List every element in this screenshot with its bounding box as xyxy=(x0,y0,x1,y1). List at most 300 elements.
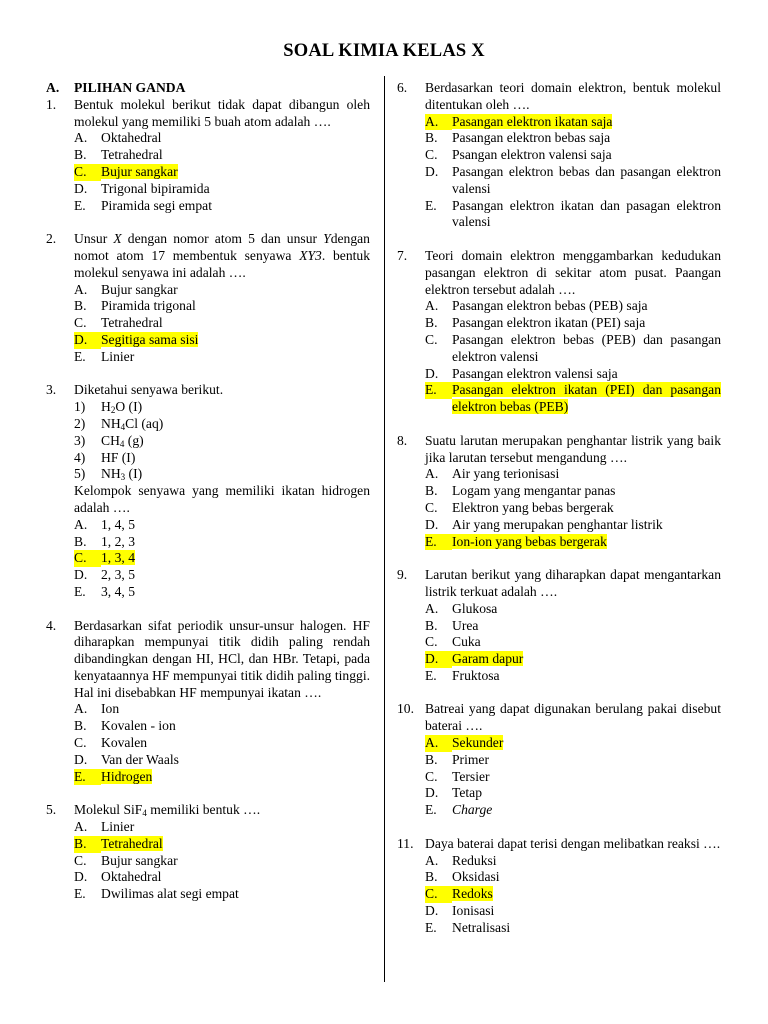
stem-text: dengan nomor atom 5 dan unsur xyxy=(121,231,324,247)
option-text-wrap xyxy=(101,349,370,366)
option-letter: D. xyxy=(74,567,88,583)
option-text: Cuka xyxy=(452,634,481,650)
question-number: 7. xyxy=(397,247,408,263)
option-letter: A. xyxy=(74,819,88,835)
option-text-wrap xyxy=(452,466,721,483)
option-letter: C. xyxy=(425,147,438,163)
option-text: Ionisasi xyxy=(452,903,495,919)
option-text: Logam yang mengantar panas xyxy=(452,483,616,499)
option-text-wrap xyxy=(101,181,370,198)
question-stem xyxy=(397,248,721,298)
answer-option[interactable] xyxy=(425,315,721,332)
option-text-wrap xyxy=(452,517,721,534)
option-text: Oktahedral xyxy=(101,869,162,885)
options-list xyxy=(425,298,721,416)
answer-option[interactable] xyxy=(425,147,721,164)
question-number: 4. xyxy=(46,617,57,633)
option-text: Garam dapur xyxy=(452,651,524,667)
question xyxy=(397,80,721,231)
option-letter: D. xyxy=(74,180,88,196)
option-letter: D. xyxy=(425,365,439,381)
option-letter: B. xyxy=(425,315,438,331)
answer-option-highlighted[interactable] xyxy=(74,769,370,786)
compound-formula xyxy=(101,416,370,433)
compound-item xyxy=(74,416,370,433)
question-number: 2. xyxy=(46,231,57,247)
option-letter: E. xyxy=(74,348,86,364)
option-text: Redoks xyxy=(452,886,493,902)
answer-option[interactable] xyxy=(74,701,370,718)
option-text: Van der Waals xyxy=(101,751,179,767)
option-text: Pasangan elektron valensi saja xyxy=(452,365,618,381)
option-text: Pasangan elektron bebas (PEB) saja xyxy=(452,298,648,314)
stem-text: Diketahui senyawa berikut. xyxy=(74,382,224,398)
option-text-wrap xyxy=(101,836,370,853)
option-text: Pasangan elektron ikatan saja xyxy=(452,113,613,129)
question-text xyxy=(74,802,370,819)
option-text-wrap xyxy=(101,752,370,769)
option-text-wrap xyxy=(452,735,721,752)
options-list xyxy=(425,735,721,819)
option-letter: E. xyxy=(425,802,437,818)
answer-option[interactable] xyxy=(74,718,370,735)
option-text-wrap xyxy=(101,164,370,181)
compound-item xyxy=(74,450,370,467)
answer-option[interactable] xyxy=(425,903,721,920)
option-letter: A. xyxy=(425,735,452,752)
option-text: Bujur sangkar xyxy=(101,163,178,179)
option-text-wrap xyxy=(452,668,721,685)
option-text: Linier xyxy=(101,348,135,364)
option-text: Kovalen xyxy=(101,735,148,751)
option-letter: B. xyxy=(74,298,87,314)
section-label: PILIHAN GANDA xyxy=(74,80,186,95)
option-letter: C. xyxy=(74,164,101,181)
stem-text: Bentuk molekul berikut tidak dapat dibangun oleh molekul yang memiliki 5 buah atom adalah …. xyxy=(74,96,370,129)
answer-option[interactable] xyxy=(425,752,721,769)
question-stem-continued xyxy=(46,483,370,517)
answer-option-highlighted[interactable] xyxy=(425,534,721,551)
options-list xyxy=(74,130,370,214)
answer-option-highlighted[interactable] xyxy=(425,382,721,416)
option-letter: E. xyxy=(425,197,437,213)
option-text: Bujur sangkar xyxy=(101,852,178,868)
option-text-wrap xyxy=(452,802,721,819)
option-text-wrap xyxy=(452,315,721,332)
question xyxy=(397,567,721,685)
option-letter: D. xyxy=(425,516,439,532)
stem-text: Berdasarkan teori domain elektron, bentuk molekul ditentukan oleh …. xyxy=(425,80,721,112)
stem-italic: X xyxy=(113,231,122,247)
stem-text: Molekul SiF xyxy=(74,802,143,818)
question-number: 3. xyxy=(46,382,57,398)
stem-text: Unsur xyxy=(74,231,114,247)
option-text: 1, 4, 5 xyxy=(101,516,135,532)
compound-item xyxy=(74,433,370,450)
option-letter: A. xyxy=(425,114,452,131)
question-text xyxy=(74,618,370,702)
option-letter: E. xyxy=(74,197,86,213)
answer-option[interactable] xyxy=(74,886,370,903)
option-text: Tetrahedral xyxy=(101,315,163,331)
answer-option-highlighted[interactable] xyxy=(425,735,721,752)
question-stem xyxy=(397,836,721,853)
option-letter: B. xyxy=(425,617,438,633)
option-letter: C. xyxy=(74,550,101,567)
option-text-wrap xyxy=(101,147,370,164)
answer-option[interactable] xyxy=(74,567,370,584)
option-text: Piramida trigonal xyxy=(101,298,196,314)
option-text: Air yang merupakan penghantar listrik xyxy=(452,516,663,532)
option-letter: B. xyxy=(74,836,101,853)
option-letter: A. xyxy=(74,281,88,297)
option-text: Pasangan elektron bebas saja xyxy=(452,130,611,146)
option-text: Ion-ion yang bebas bergerak xyxy=(452,533,607,549)
compound-number: 1) xyxy=(74,399,86,415)
formula-part: NH xyxy=(101,466,121,482)
question-number: 11. xyxy=(397,835,414,851)
answer-option-highlighted[interactable] xyxy=(74,164,370,181)
option-text: Primer xyxy=(452,751,489,767)
stem-text: . bentuk molekul senyawa ini adalah …. xyxy=(74,247,370,280)
answer-option[interactable] xyxy=(425,298,721,315)
compound-number: 4) xyxy=(74,449,86,465)
option-text: 3, 4, 5 xyxy=(101,583,135,599)
option-text: Oksidasi xyxy=(452,869,500,885)
option-letter: E. xyxy=(425,382,452,399)
option-text: Kovalen - ion xyxy=(101,718,176,734)
formula-part: (I) xyxy=(125,466,143,482)
answer-option-highlighted[interactable] xyxy=(425,886,721,903)
option-letter: B. xyxy=(425,751,438,767)
answer-option[interactable] xyxy=(425,785,721,802)
option-letter: A. xyxy=(425,298,439,314)
option-text-wrap xyxy=(452,114,721,131)
answer-option[interactable] xyxy=(425,164,721,198)
option-text: Sekunder xyxy=(452,735,504,751)
option-text-wrap xyxy=(452,618,721,635)
option-text: Pasangan elektron ikatan (PEI) saja xyxy=(452,315,646,331)
option-letter: D. xyxy=(74,332,101,349)
option-text: Elektron yang bebas bergerak xyxy=(452,499,614,515)
question-text xyxy=(425,80,721,114)
option-text-wrap xyxy=(452,752,721,769)
answer-option-highlighted[interactable] xyxy=(74,332,370,349)
stem-text: Berdasarkan sifat periodik unsur-unsur halogen. HF diharapkan mempunyai titik didih paling rendah dibandingkan dengan HI, HCl, dan HBr. Tetapi, pada kenyataannya HF mempunyai titik didih paling tinggi. Hal ini disebabkan HF mempunyai ikatan …. xyxy=(74,617,370,700)
option-letter: A. xyxy=(74,701,88,717)
answer-option[interactable] xyxy=(425,366,721,383)
answer-option[interactable] xyxy=(425,198,721,232)
option-text-wrap xyxy=(101,819,370,836)
options-list xyxy=(425,114,721,232)
option-text-wrap xyxy=(101,517,370,534)
answer-option[interactable] xyxy=(74,735,370,752)
option-text-wrap xyxy=(452,198,721,232)
question-stem xyxy=(397,80,721,114)
question xyxy=(397,248,721,416)
option-text-wrap xyxy=(101,869,370,886)
option-letter: E. xyxy=(425,919,437,935)
option-letter: B. xyxy=(74,147,87,163)
question xyxy=(46,231,370,365)
option-text: Oktahedral xyxy=(101,130,162,146)
option-text-wrap xyxy=(452,500,721,517)
answer-option[interactable] xyxy=(425,130,721,147)
option-letter: C. xyxy=(74,315,87,331)
answer-option[interactable] xyxy=(425,668,721,685)
compound-number: 3) xyxy=(74,432,86,448)
options-list xyxy=(74,701,370,785)
option-text: Tetrahedral xyxy=(101,835,163,851)
option-letter: D. xyxy=(425,651,452,668)
answer-option[interactable] xyxy=(425,769,721,786)
question-stem xyxy=(46,802,370,819)
option-text: Hidrogen xyxy=(101,768,153,784)
option-text: Netralisasi xyxy=(452,919,511,935)
answer-option-highlighted[interactable] xyxy=(425,651,721,668)
answer-option[interactable] xyxy=(74,853,370,870)
option-letter: D. xyxy=(74,869,88,885)
option-text: 2, 3, 5 xyxy=(101,567,135,583)
option-letter: E. xyxy=(425,534,452,551)
option-text: Segitiga sama sisi xyxy=(101,331,199,347)
left-column xyxy=(46,80,370,920)
answer-option[interactable] xyxy=(74,130,370,147)
answer-option[interactable] xyxy=(425,332,721,366)
stem-italic: XY3 xyxy=(299,247,322,263)
stem-text: Teori domain elektron menggambarkan kedudukan pasangan elektron di sekitar atom pusat. Paangan elektron tersebut adalah …. xyxy=(425,247,721,297)
answer-option-highlighted[interactable] xyxy=(74,836,370,853)
option-letter: E. xyxy=(74,583,86,599)
answer-option[interactable] xyxy=(74,181,370,198)
formula-part: O (I) xyxy=(115,399,143,415)
option-letter: D. xyxy=(425,785,439,801)
option-text-wrap xyxy=(452,382,721,416)
stem-text: Suatu larutan merupakan penghantar listrik yang baik jika larutan tersebut mengandung …. xyxy=(425,432,721,465)
option-text-wrap xyxy=(101,315,370,332)
option-letter: B. xyxy=(74,533,87,549)
column-divider xyxy=(384,76,385,982)
option-text: Tersier xyxy=(452,768,490,784)
answer-option[interactable] xyxy=(74,298,370,315)
right-column xyxy=(397,80,721,953)
answer-option[interactable] xyxy=(74,349,370,366)
formula-subscript: 3 xyxy=(120,472,126,483)
option-letter: A. xyxy=(425,466,439,482)
option-text-wrap xyxy=(452,164,721,198)
option-letter: B. xyxy=(425,483,438,499)
question-stem xyxy=(46,231,370,281)
option-text-wrap xyxy=(452,298,721,315)
options-list xyxy=(425,601,721,685)
option-text: Air yang terionisasi xyxy=(452,466,560,482)
option-text: Reduksi xyxy=(452,852,497,868)
stem-text: Larutan berikut yang diharapkan dapat mengantarkan listrik terkuat adalah …. xyxy=(425,567,721,599)
compound-formula xyxy=(101,433,370,450)
question-number: 9. xyxy=(397,567,408,583)
option-letter: C. xyxy=(425,499,438,515)
compound-number: 2) xyxy=(74,415,86,431)
option-text: 1, 2, 3 xyxy=(101,533,135,549)
answer-option[interactable] xyxy=(425,483,721,500)
question-number: 8. xyxy=(397,432,408,448)
option-letter: D. xyxy=(425,163,439,179)
answer-option[interactable] xyxy=(74,315,370,332)
option-text: Piramida segi empat xyxy=(101,197,212,213)
formula-part: CH xyxy=(101,432,120,448)
formula-part: Cl (aq) xyxy=(125,415,164,431)
option-text: Linier xyxy=(101,819,135,835)
option-text-wrap xyxy=(101,584,370,601)
option-text: Pasangan elektron ikatan (PEI) dan pasangan elektron bebas (PEB) xyxy=(452,382,721,415)
question-stem xyxy=(46,97,370,131)
option-text-wrap xyxy=(101,534,370,551)
question-text xyxy=(74,483,370,517)
option-letter: B. xyxy=(74,718,87,734)
option-letter: C. xyxy=(425,886,452,903)
option-text-wrap xyxy=(452,147,721,164)
question-text xyxy=(425,567,721,601)
answer-option-highlighted[interactable] xyxy=(74,550,370,567)
option-letter: C. xyxy=(74,735,87,751)
option-text-wrap xyxy=(452,853,721,870)
option-text-wrap xyxy=(101,853,370,870)
answer-option[interactable] xyxy=(74,147,370,164)
question xyxy=(397,836,721,937)
answer-option[interactable] xyxy=(425,634,721,651)
answer-option[interactable] xyxy=(425,869,721,886)
answer-option[interactable] xyxy=(74,198,370,215)
answer-option[interactable] xyxy=(425,517,721,534)
formula-subscript: 4 xyxy=(120,421,126,432)
option-text: Trigonal bipiramida xyxy=(101,180,210,196)
question-stem xyxy=(397,433,721,467)
option-text-wrap xyxy=(452,130,721,147)
option-text-wrap xyxy=(101,567,370,584)
option-text-wrap xyxy=(452,366,721,383)
option-text: Urea xyxy=(452,617,479,633)
answer-option[interactable] xyxy=(74,819,370,836)
question-text xyxy=(425,701,721,735)
compound-number: 5) xyxy=(74,466,86,482)
option-text-wrap xyxy=(452,769,721,786)
option-text-wrap xyxy=(452,920,721,937)
formula-part: (g) xyxy=(124,432,144,448)
stem-subscript: 4 xyxy=(142,808,147,819)
answer-option[interactable] xyxy=(425,853,721,870)
answer-option[interactable] xyxy=(425,500,721,517)
document-title: SOAL KIMIA KELAS X xyxy=(283,41,485,61)
option-text: Pasangan elektron bebas (PEB) dan pasangan elektron valensi xyxy=(452,331,721,364)
option-text-wrap xyxy=(452,634,721,651)
stem-text: Daya baterai dapat terisi dengan melibatkan reaksi …. xyxy=(425,835,721,851)
option-text-wrap xyxy=(452,651,721,668)
question-text xyxy=(425,433,721,467)
option-text-wrap xyxy=(452,903,721,920)
formula-subscript: 4 xyxy=(119,438,125,449)
question xyxy=(46,618,370,786)
option-letter: E. xyxy=(74,769,101,786)
option-text: Tetap xyxy=(452,785,482,801)
option-text-wrap xyxy=(452,483,721,500)
stem-italic: Y xyxy=(323,231,331,247)
answer-option[interactable] xyxy=(74,869,370,886)
options-list xyxy=(74,282,370,366)
option-text: Glukosa xyxy=(452,600,498,616)
options-list xyxy=(74,399,370,601)
option-text-wrap xyxy=(452,534,721,551)
question-number: 1. xyxy=(46,96,57,112)
answer-option[interactable] xyxy=(74,534,370,551)
answer-option[interactable] xyxy=(74,517,370,534)
answer-option[interactable] xyxy=(425,802,721,819)
option-text-wrap xyxy=(452,886,721,903)
question-number: 6. xyxy=(397,80,408,95)
option-letter: A. xyxy=(74,130,88,146)
answer-option[interactable] xyxy=(74,752,370,769)
answer-option[interactable] xyxy=(425,466,721,483)
question xyxy=(397,433,721,551)
option-text: Dwilimas alat segi empat xyxy=(101,886,239,902)
option-text-wrap xyxy=(101,332,370,349)
option-text: Charge xyxy=(452,802,493,818)
compound-item xyxy=(74,466,370,483)
option-letter: A. xyxy=(74,516,88,532)
stem-text: Kelompok senyawa yang memiliki ikatan hidrogen adalah …. xyxy=(74,483,370,515)
option-text: Fruktosa xyxy=(452,667,500,683)
option-letter: C. xyxy=(425,768,438,784)
answer-option[interactable] xyxy=(74,584,370,601)
answer-option[interactable] xyxy=(425,601,721,618)
option-text-wrap xyxy=(101,701,370,718)
option-text-wrap xyxy=(452,601,721,618)
compound-item xyxy=(74,399,370,416)
question-stem xyxy=(397,701,721,735)
option-text: Tetrahedral xyxy=(101,147,163,163)
answer-option[interactable] xyxy=(425,618,721,635)
formula-part: NH xyxy=(101,415,121,431)
option-letter: C. xyxy=(425,331,438,347)
option-letter: D. xyxy=(425,903,439,919)
option-text: Ion xyxy=(101,701,120,717)
question-stem xyxy=(46,618,370,702)
option-letter: C. xyxy=(74,852,87,868)
option-text-wrap xyxy=(452,869,721,886)
answer-option[interactable] xyxy=(74,282,370,299)
option-letter: C. xyxy=(425,634,438,650)
options-list xyxy=(425,466,721,550)
option-letter: E. xyxy=(74,886,86,902)
formula-subscript: 2 xyxy=(110,405,116,416)
option-text: Pasangan elektron bebas dan pasangan elektron valensi xyxy=(452,163,721,196)
option-text-wrap xyxy=(101,718,370,735)
question-stem xyxy=(397,567,721,601)
compound-formula xyxy=(101,399,370,416)
options-list xyxy=(74,819,370,903)
answer-option-highlighted[interactable] xyxy=(425,114,721,131)
option-text-wrap xyxy=(452,785,721,802)
question-number: 10. xyxy=(397,701,414,717)
question-text xyxy=(74,97,370,131)
answer-option[interactable] xyxy=(425,920,721,937)
options-list xyxy=(425,853,721,937)
question-text xyxy=(425,836,721,853)
option-text-wrap xyxy=(101,130,370,147)
option-text-wrap xyxy=(101,198,370,215)
question-text xyxy=(74,231,370,281)
option-letter: D. xyxy=(74,751,88,767)
question xyxy=(46,802,370,903)
